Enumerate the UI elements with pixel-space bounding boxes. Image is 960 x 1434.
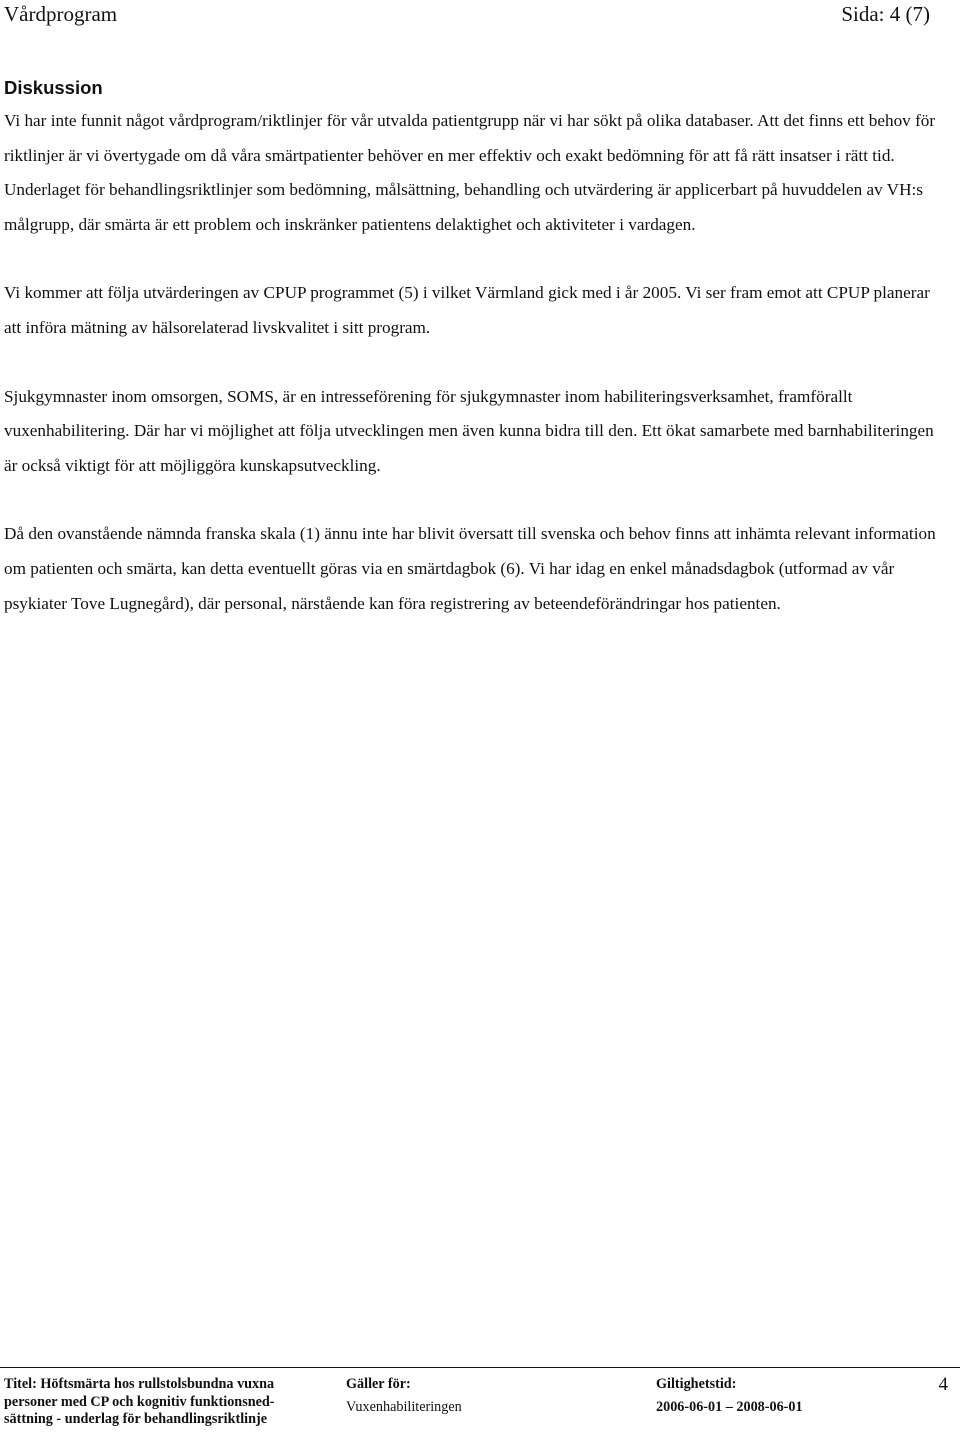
paragraph-2: Vi kommer att följa utvärderingen av CPUP programmet (5) i vilket Värmland gick med i år 2005. Vi ser fram emot att CPUP planerar att införa mätning av hälsorelaterad livskvalitet i sitt program. (4, 283, 930, 337)
footer-applies-value: Vuxenhabiliteringen (346, 1398, 462, 1415)
document-body (4, 72, 944, 655)
footer-title (4, 1376, 334, 1429)
footer-title-line: sättning - underlag för behandlingsriktlinje (4, 1411, 268, 1427)
page-header (4, 0, 930, 28)
document-title: Vårdprogram (4, 1, 118, 26)
footer-validity-label: Giltighetstid: (656, 1376, 737, 1392)
page-number: 4 (938, 1374, 948, 1395)
footer-title-line: Titel: Höftsmärta hos rullstolsbundna vuxna (4, 1376, 275, 1392)
footer-validity (656, 1376, 876, 1416)
paragraph-3: Sjukgymnaster inom omsorgen, SOMS, är en intresseförening för sjukgymnaster inom habiliteringsverksamhet, framförallt vuxenhabilitering. Där har vi möjlighet att följa utvecklingen men även kunna bidra till den. Ett ökat samarbete med barnhabiliteringen är också viktigt för att möjliggöra kunskapsutveckling. (4, 386, 934, 475)
paragraph-1: Vi har inte funnit något vårdprogram/riktlinjer för vår utvalda patientgrupp när vi har sökt på olika databaser. Att det finns ett behov för riktlinjer är vi övertygade om då våra smärtpatienter behöver en mer effektiv och exakt bedömning för att få rätt insatser i rätt tid. Underlaget för behandlingsriktlinjer som bedömning, målsättning, behandling och utvärdering är applicerbart på huvuddelen av VH:s målgrupp, där smärta är ett problem och inskränker patientens delaktighet och aktiviteter i vardagen. (4, 111, 936, 234)
footer-title-line: personer med CP och kognitiv funktionsned- (4, 1393, 275, 1410)
paragraph-4: Då den ovanstående nämnda franska skala (1) ännu inte har blivit översatt till svenska och behov finns att inhämta relevant information om patienten och smärta, kan detta eventuellt göras via en smärtdagbok (6). Vi har idag en enkel månadsdagbok (utformad av vår psykiater Tove Lugnegård), där personal, närstående kan föra registrering av beteendeförändringar hos patienten. (4, 524, 936, 613)
footer-validity-value: 2006-06-01 – 2008-06-01 (656, 1398, 803, 1415)
footer-applies (346, 1376, 596, 1416)
section-heading: Diskussion (4, 77, 103, 98)
page-indicator: Sida: 4 (7) (841, 1, 930, 26)
footer-applies-label: Gäller för: (346, 1376, 411, 1392)
page-footer (0, 1367, 960, 1434)
